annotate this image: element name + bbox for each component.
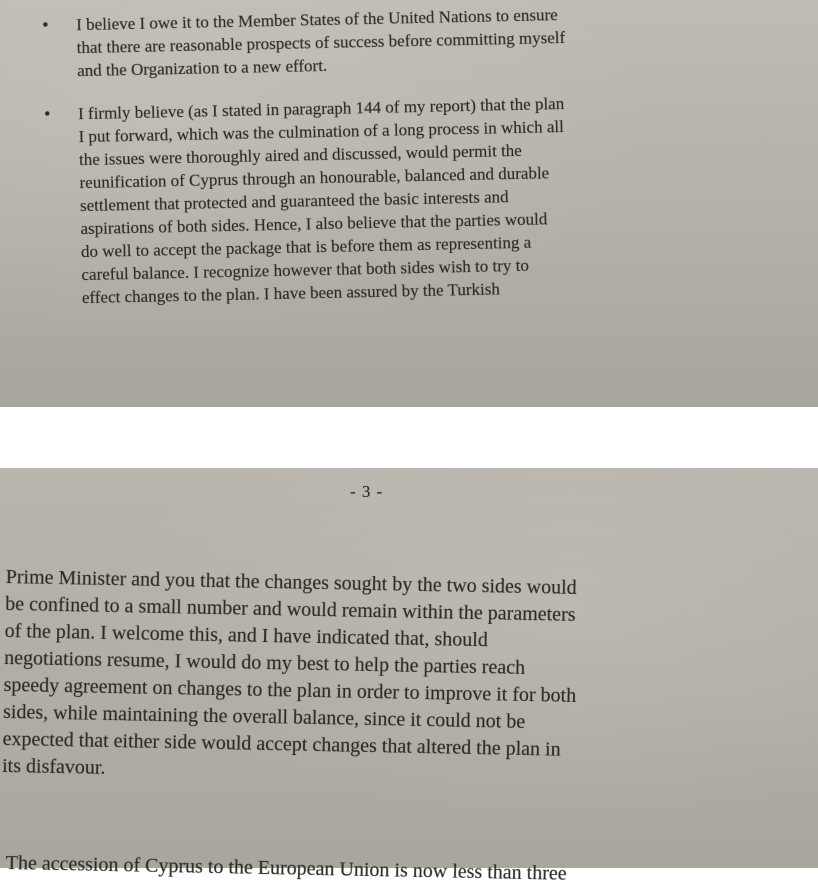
page-number: - 3 - xyxy=(350,482,384,501)
document-photo-bottom xyxy=(0,468,818,885)
text-line: aspirations of both sides. Hence, I also believe that the parties would xyxy=(80,209,548,239)
text-line: that there are reasonable prospects of success before committing myself xyxy=(76,27,566,58)
bullet-dot-icon: • xyxy=(42,14,49,35)
text-line: I firmly believe (as I stated in paragraph 144 of my report) that the plan xyxy=(77,94,565,124)
body-paragraph xyxy=(2,564,806,795)
text-line: careful balance. I recognize however that both sides wish to try to xyxy=(81,255,530,285)
text-line: Prime Minister and you that the changes sought by the two sides would xyxy=(5,565,577,599)
document-photo-top xyxy=(0,0,818,407)
text-line: effect changes to the plan. I have been assured by the Turkish xyxy=(81,279,501,308)
text-line: be confined to a small number and would remain within the parameters xyxy=(5,592,576,626)
bullet-dot-icon: • xyxy=(43,103,51,124)
text-line: sides, while maintaining the overall balance, since it could not be xyxy=(2,700,526,733)
text-line: its disfavour. xyxy=(1,754,106,779)
text-line: of the plan. I welcome this, and I have indicated that, should xyxy=(4,619,489,652)
bullet-item xyxy=(38,0,779,83)
text-line: speedy agreement on changes to the plan in order to improve it for both xyxy=(3,673,577,707)
bullet-item xyxy=(40,87,784,309)
text-line: do well to accept the package that is before them as representing a xyxy=(80,232,532,262)
text-line: I put forward, which was the culmination of a long process in which all xyxy=(78,117,564,147)
next-paragraph-start: The accession of Cyprus to the European Union is now less than three xyxy=(5,851,567,885)
text-line: expected that either side would accept changes that altered the plan in xyxy=(2,727,561,761)
text-line: the issues were thoroughly aired and discussed, would permit the xyxy=(78,140,523,170)
bullet-list xyxy=(38,0,784,330)
text-line: settlement that protected and guaranteed the basic interests and xyxy=(79,187,509,216)
text-line: negotiations resume, I would do my best to help the parties reach xyxy=(3,646,526,679)
text-line: reunification of Cyprus through an honourable, balanced and durable xyxy=(79,163,550,193)
text-line: I believe I owe it to the Member States of the United Nations to ensure xyxy=(76,5,558,35)
text-line: and the Organization to a new effort. xyxy=(76,55,328,81)
